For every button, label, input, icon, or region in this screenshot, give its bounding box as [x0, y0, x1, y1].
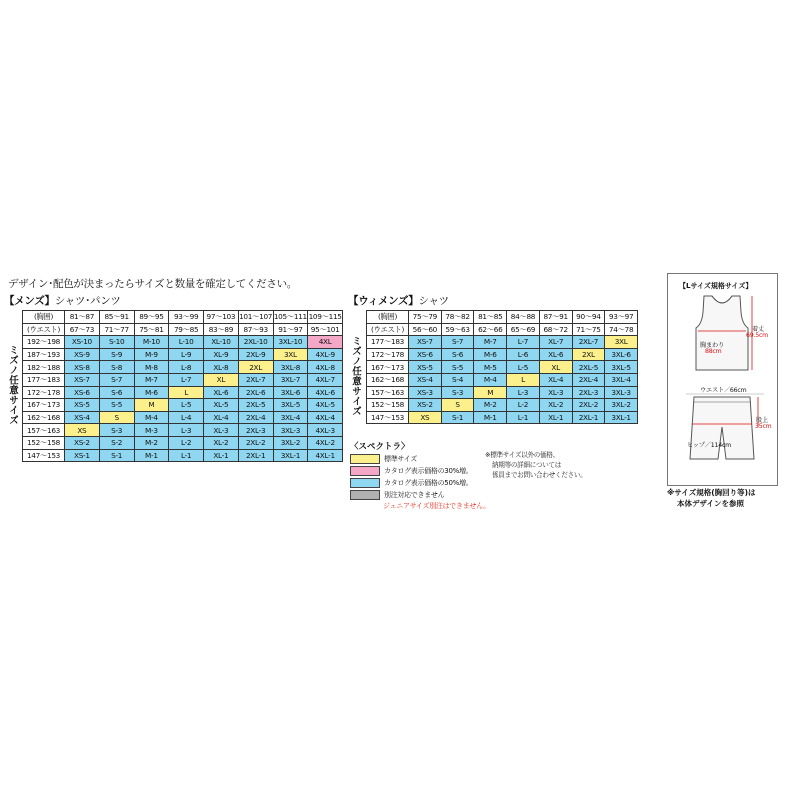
- mens-size-cell: XL-1: [204, 449, 239, 462]
- womens-side-label: ミズノ任意サイズ: [350, 336, 361, 416]
- mens-size-cell: M-6: [134, 386, 169, 399]
- mens-size-cell: L-4: [169, 411, 204, 424]
- womens-size-cell: 3XL-1: [605, 411, 638, 424]
- womens-height-label: 177～183: [367, 336, 409, 349]
- womens-header-cell: 84～88: [507, 311, 540, 324]
- mens-size-cell: S-1: [99, 449, 134, 462]
- mens-title-rest: シャツ･パンツ: [54, 295, 121, 307]
- womens-size-cell: 2XL-5: [572, 361, 605, 374]
- womens-header-cell: 56～60: [409, 323, 442, 336]
- womens-size-cell: 2XL-3: [572, 386, 605, 399]
- womens-header-cell: 74～78: [605, 323, 638, 336]
- womens-size-cell: XS-6: [409, 348, 442, 361]
- womens-height-label: 162～168: [367, 373, 409, 386]
- intro-text: デザイン･配色が決まったらサイズと数量を確定してください。: [8, 278, 297, 290]
- legend-note-line: 納期等の詳細については: [492, 461, 562, 469]
- mens-header-cell: 109～115: [308, 312, 342, 322]
- mens-side-label: ミズノ任意サイズ: [7, 345, 18, 425]
- mens-size-cell: 4XL-6: [308, 386, 343, 399]
- womens-table-row: [367, 361, 638, 374]
- mens-header-cell: 89～95: [134, 311, 169, 324]
- womens-size-cell: XS: [409, 411, 442, 424]
- mens-table-row: [23, 386, 343, 399]
- womens-size-cell: L-7: [507, 336, 540, 349]
- inseam-value: 35cm: [755, 423, 772, 430]
- mens-size-cell: 2XL: [238, 361, 273, 374]
- womens-header-cell: 68～72: [539, 323, 572, 336]
- mens-size-cell: L-10: [169, 336, 204, 349]
- mens-height-label: 192～198: [23, 336, 65, 349]
- mens-size-cell: 4XL-5: [308, 399, 343, 412]
- legend-label: 別注対応できません: [384, 490, 445, 499]
- mens-size-cell: 4XL-1: [308, 449, 343, 462]
- womens-header-cell: 59～63: [441, 323, 474, 336]
- womens-size-cell: XL-2: [539, 399, 572, 412]
- mens-header-label: (胸囲): [23, 311, 65, 324]
- mens-size-cell: 3XL-10: [273, 336, 308, 349]
- womens-header-cell: 87～91: [539, 311, 572, 324]
- mens-height-label: 162～168: [23, 411, 65, 424]
- mens-size-cell: L-5: [169, 399, 204, 412]
- chest-value: 88cm: [705, 348, 722, 355]
- womens-size-cell: S-7: [441, 336, 474, 349]
- womens-table-row: [367, 348, 638, 361]
- mens-header-cell: 71～77: [99, 323, 134, 336]
- womens-size-cell: 3XL-2: [605, 399, 638, 412]
- mens-size-cell: M-2: [134, 436, 169, 449]
- mens-size-cell: 3XL-2: [273, 436, 308, 449]
- diagram-title: 【Lサイズ規格サイズ】: [679, 282, 753, 290]
- womens-size-cell: M: [474, 386, 507, 399]
- womens-size-cell: XL-4: [539, 373, 572, 386]
- legend-notes: [485, 450, 586, 480]
- womens-size-cell: S: [441, 399, 474, 412]
- mens-size-cell: 3XL-8: [273, 361, 308, 374]
- womens-header-cell: 62～66: [474, 323, 507, 336]
- spec-note: [667, 487, 756, 509]
- mens-size-cell: S-5: [99, 399, 134, 412]
- mens-size-cell: M-10: [134, 336, 169, 349]
- womens-size-cell: M-6: [474, 348, 507, 361]
- womens-size-cell: XS-3: [409, 386, 442, 399]
- mens-size-cell: M-3: [134, 424, 169, 437]
- womens-size-cell: XL-1: [539, 411, 572, 424]
- legend-note-line: 係員までお問い合わせください。: [492, 471, 587, 479]
- mens-size-cell: XS-5: [65, 399, 100, 412]
- mens-size-cell: 2XL-4: [238, 411, 273, 424]
- womens-height-label: 172～178: [367, 348, 409, 361]
- womens-size-cell: L-1: [507, 411, 540, 424]
- womens-size-cell: L-2: [507, 399, 540, 412]
- mens-header-cell: 93～99: [169, 311, 204, 324]
- mens-size-cell: 4XL-2: [308, 436, 343, 449]
- womens-size-table: [366, 310, 638, 424]
- mens-chest-row: [23, 311, 343, 324]
- mens-table-row: [23, 411, 343, 424]
- womens-waist-row: [367, 323, 638, 336]
- womens-table-row: [367, 336, 638, 349]
- length-label: 着丈: [752, 326, 764, 333]
- womens-size-cell: 2XL-7: [572, 336, 605, 349]
- mens-size-cell: 2XL-1: [238, 449, 273, 462]
- mens-size-cell: S-7: [99, 373, 134, 386]
- size-diagram-panel: [667, 273, 778, 486]
- mens-height-label: 182～188: [23, 361, 65, 374]
- mens-size-table: [22, 310, 343, 462]
- mens-height-label: 152～158: [23, 436, 65, 449]
- mens-size-cell: XS-6: [65, 386, 100, 399]
- womens-size-cell: XS-4: [409, 373, 442, 386]
- legend-swatch: [350, 490, 380, 500]
- mens-size-cell: S-10: [99, 336, 134, 349]
- womens-header-cell: 81～85: [474, 311, 507, 324]
- mens-size-cell: S-3: [99, 424, 134, 437]
- mens-height-label: 172～178: [23, 386, 65, 399]
- legend-title: 〈スペクトラ〉: [350, 442, 410, 452]
- womens-header-label: (胸囲): [367, 311, 409, 324]
- mens-size-cell: 4XL-8: [308, 361, 343, 374]
- womens-title-rest: シャツ: [418, 295, 449, 307]
- mens-size-cell: L-9: [169, 348, 204, 361]
- womens-size-cell: 2XL: [572, 348, 605, 361]
- mens-size-cell: XS-1: [65, 449, 100, 462]
- mens-size-cell: XS-2: [65, 436, 100, 449]
- mens-size-cell: L-8: [169, 361, 204, 374]
- womens-size-cell: 2XL-2: [572, 399, 605, 412]
- womens-size-cell: L-5: [507, 361, 540, 374]
- womens-size-cell: M-4: [474, 373, 507, 386]
- mens-table-row: [23, 373, 343, 386]
- mens-table-row: [23, 399, 343, 412]
- mens-size-cell: 4XL: [308, 336, 343, 349]
- mens-size-cell: XL-6: [204, 386, 239, 399]
- mens-size-cell: L: [169, 386, 204, 399]
- mens-size-cell: M: [134, 399, 169, 412]
- mens-size-cell: 3XL-7: [273, 373, 308, 386]
- mens-size-cell: XL-3: [204, 424, 239, 437]
- womens-size-cell: S-6: [441, 348, 474, 361]
- mens-header-cell: 101～107: [239, 312, 273, 322]
- mens-size-cell: 2XL-2: [238, 436, 273, 449]
- legend-item: [350, 489, 650, 500]
- womens-size-cell: XS-5: [409, 361, 442, 374]
- mens-header-cell: 81～87: [65, 311, 100, 324]
- legend-label: 標準サイズ: [384, 454, 417, 463]
- mens-size-cell: L-3: [169, 424, 204, 437]
- womens-height-label: 147～153: [367, 411, 409, 424]
- mens-size-cell: L-2: [169, 436, 204, 449]
- womens-header-cell: 78～82: [441, 311, 474, 324]
- mens-size-cell: 2XL-10: [238, 336, 273, 349]
- mens-table-row: [23, 436, 343, 449]
- mens-header-cell: 75～81: [134, 323, 169, 336]
- mens-header-cell: 105～111: [273, 312, 307, 322]
- womens-height-label: 152～158: [367, 399, 409, 412]
- mens-size-cell: 4XL-7: [308, 373, 343, 386]
- mens-size-cell: M-9: [134, 348, 169, 361]
- mens-header-cell: 95～101: [308, 323, 343, 336]
- mens-size-cell: 2XL-7: [238, 373, 273, 386]
- womens-table-row: [367, 386, 638, 399]
- mens-height-label: 157～163: [23, 424, 65, 437]
- mens-height-label: 147～153: [23, 449, 65, 462]
- mens-size-cell: XL: [204, 373, 239, 386]
- junior-size-note: ジュニアサイズ別注はできません。: [383, 502, 490, 510]
- mens-header-cell: 87～93: [238, 323, 273, 336]
- womens-size-cell: S-4: [441, 373, 474, 386]
- mens-size-cell: XS-7: [65, 373, 100, 386]
- womens-size-cell: 3XL-5: [605, 361, 638, 374]
- mens-size-cell: M-4: [134, 411, 169, 424]
- mens-size-cell: XS: [65, 424, 100, 437]
- womens-size-cell: 2XL-4: [572, 373, 605, 386]
- mens-size-cell: 3XL-4: [273, 411, 308, 424]
- womens-size-cell: M-5: [474, 361, 507, 374]
- mens-size-cell: M-1: [134, 449, 169, 462]
- mens-header-cell: 85～91: [99, 311, 134, 324]
- mens-height-label: 167～173: [23, 399, 65, 412]
- womens-header-cell: 71～75: [572, 323, 605, 336]
- womens-section-title: [348, 293, 449, 308]
- mens-size-cell: 2XL-3: [238, 424, 273, 437]
- mens-header-label: (ウエスト): [23, 323, 65, 336]
- womens-size-cell: 3XL: [605, 336, 638, 349]
- legend-swatch: [350, 478, 380, 488]
- womens-size-cell: XL-7: [539, 336, 572, 349]
- womens-header-cell: 90～94: [572, 311, 605, 324]
- womens-size-cell: XS-2: [409, 399, 442, 412]
- mens-height-label: 177～183: [23, 373, 65, 386]
- mens-size-cell: S-2: [99, 436, 134, 449]
- mens-size-cell: 3XL-6: [273, 386, 308, 399]
- womens-size-cell: M-1: [474, 411, 507, 424]
- womens-size-cell: M-2: [474, 399, 507, 412]
- womens-size-cell: S-3: [441, 386, 474, 399]
- womens-size-cell: L: [507, 373, 540, 386]
- garment-illustration: [668, 274, 777, 485]
- womens-size-cell: XL-3: [539, 386, 572, 399]
- mens-header-cell: 83～89: [204, 323, 239, 336]
- mens-table-row: [23, 361, 343, 374]
- mens-size-cell: 2XL-6: [238, 386, 273, 399]
- womens-size-cell: S-5: [441, 361, 474, 374]
- mens-size-cell: S: [99, 411, 134, 424]
- mens-section-title: [4, 293, 121, 308]
- mens-size-cell: 4XL-9: [308, 348, 343, 361]
- womens-header-label: (ウエスト): [367, 323, 409, 336]
- mens-size-cell: S-6: [99, 386, 134, 399]
- womens-size-cell: 3XL-4: [605, 373, 638, 386]
- womens-size-cell: 2XL-1: [572, 411, 605, 424]
- legend-label: カタログ表示価格の30%増。: [384, 466, 473, 475]
- legend-swatch: [350, 466, 380, 476]
- mens-size-cell: 3XL-1: [273, 449, 308, 462]
- mens-size-cell: L-1: [169, 449, 204, 462]
- mens-height-label: 187～193: [23, 348, 65, 361]
- mens-size-cell: XL-4: [204, 411, 239, 424]
- womens-title-bracket: 【ウィメンズ】: [348, 295, 419, 307]
- womens-size-cell: XS-7: [409, 336, 442, 349]
- mens-header-cell: 97～103: [204, 311, 239, 324]
- mens-size-cell: 4XL-3: [308, 424, 343, 437]
- mens-size-cell: L-7: [169, 373, 204, 386]
- womens-size-cell: L-6: [507, 348, 540, 361]
- mens-header-cell: 91～97: [273, 323, 308, 336]
- mens-size-cell: 2XL-5: [238, 399, 273, 412]
- legend-label: カタログ表示価格の50%増。: [384, 478, 473, 487]
- legend-swatch: [350, 454, 380, 464]
- mens-size-cell: M-7: [134, 373, 169, 386]
- mens-table-row: [23, 348, 343, 361]
- womens-size-cell: 3XL-3: [605, 386, 638, 399]
- inseam-label: 股上: [756, 417, 768, 424]
- womens-chest-row: [367, 311, 638, 324]
- womens-size-cell: 3XL-6: [605, 348, 638, 361]
- mens-size-cell: XS-8: [65, 361, 100, 374]
- mens-size-cell: 3XL-3: [273, 424, 308, 437]
- legend-note-line: ※標準サイズ以外の価格、: [485, 451, 559, 459]
- mens-waist-row: [23, 323, 343, 336]
- womens-header-cell: 65～69: [507, 323, 540, 336]
- mens-size-cell: XL-10: [204, 336, 239, 349]
- mens-size-cell: XS-4: [65, 411, 100, 424]
- mens-size-cell: XS-10: [65, 336, 100, 349]
- mens-table-row: [23, 424, 343, 437]
- womens-table-row: [367, 373, 638, 386]
- womens-size-cell: XL: [539, 361, 572, 374]
- mens-table-row: [23, 449, 343, 462]
- hip-label: ヒップ／114cm: [687, 442, 732, 449]
- mens-size-cell: XL-9: [204, 348, 239, 361]
- mens-size-cell: XS-9: [65, 348, 100, 361]
- womens-height-label: 167～173: [367, 361, 409, 374]
- mens-size-cell: S-9: [99, 348, 134, 361]
- womens-header-cell: 93～97: [605, 311, 638, 324]
- womens-size-cell: L-3: [507, 386, 540, 399]
- womens-size-cell: XL-6: [539, 348, 572, 361]
- mens-size-cell: XL-5: [204, 399, 239, 412]
- womens-header-cell: 75～79: [409, 311, 442, 324]
- chest-label: 胸まわり: [700, 342, 724, 349]
- mens-size-cell: M-8: [134, 361, 169, 374]
- mens-size-cell: 3XL: [273, 348, 308, 361]
- mens-header-cell: 79～85: [169, 323, 204, 336]
- length-value: 69.5cm: [746, 332, 769, 339]
- mens-size-cell: XL-2: [204, 436, 239, 449]
- womens-table-row: [367, 399, 638, 412]
- womens-table-row: [367, 411, 638, 424]
- mens-size-cell: 3XL-5: [273, 399, 308, 412]
- womens-height-label: 157～163: [367, 386, 409, 399]
- mens-title-bracket: 【メンズ】: [4, 295, 55, 307]
- mens-size-cell: 2XL-9: [238, 348, 273, 361]
- womens-size-cell: M-7: [474, 336, 507, 349]
- spec-note-line: 本体デザインを参照: [677, 499, 744, 508]
- waist-label: ウエスト／66cm: [700, 387, 747, 394]
- mens-size-cell: S-8: [99, 361, 134, 374]
- mens-table-row: [23, 336, 343, 349]
- mens-size-cell: 4XL-4: [308, 411, 343, 424]
- womens-size-cell: S-1: [441, 411, 474, 424]
- spec-note-line: ※サイズ規格(胸回り等)は: [667, 488, 756, 497]
- mens-size-cell: XL-8: [204, 361, 239, 374]
- mens-header-cell: 67～73: [65, 323, 100, 336]
